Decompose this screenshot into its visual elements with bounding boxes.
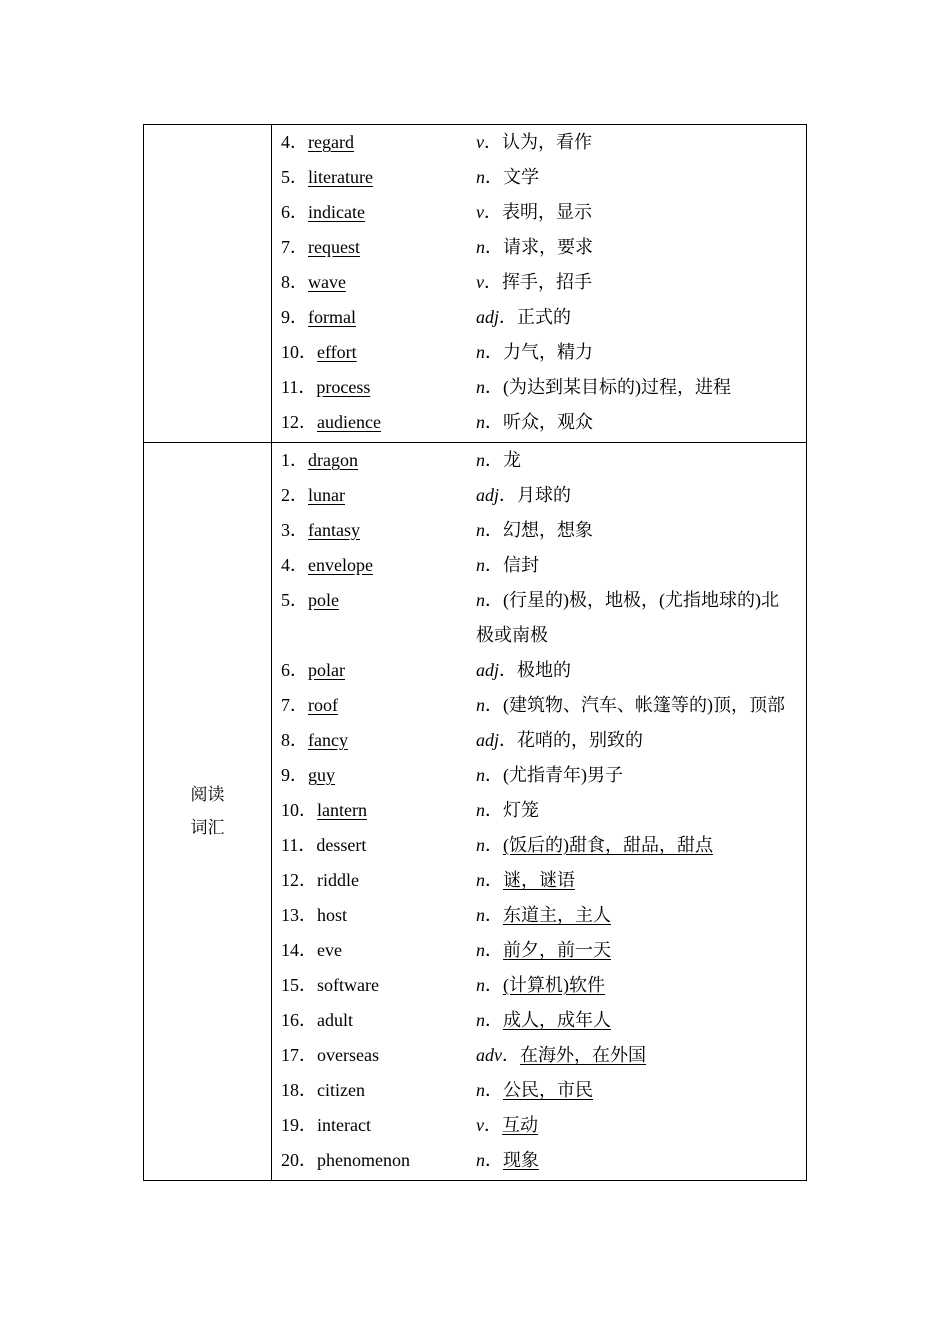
vocab-entry [281, 230, 806, 265]
entry-number: 4． [281, 132, 308, 152]
entry-word: guy [308, 765, 335, 785]
entry-word: request [308, 237, 360, 257]
entry-term [281, 933, 476, 968]
meaning-text: 挥手，招手 [502, 272, 592, 292]
part-of-speech: adj [476, 660, 500, 680]
meaning-text: 月球的 [517, 485, 572, 505]
entry-term [281, 1038, 476, 1073]
entry-definition: n．(计算机)软件 [476, 975, 605, 995]
vocab-entry [281, 1003, 806, 1038]
entry-word: overseas [317, 1045, 379, 1065]
vocab-entry [281, 548, 806, 583]
entry-term [281, 688, 476, 723]
entry-number: 3． [281, 520, 308, 540]
part-of-speech: n [476, 377, 485, 397]
entry-term [281, 335, 476, 370]
entry-number: 7． [281, 237, 308, 257]
entry-term [281, 898, 476, 933]
entry-word: process [316, 377, 371, 397]
vocabulary-table [143, 124, 807, 1181]
entry-word: lantern [317, 800, 367, 820]
vocab-entry [281, 723, 806, 758]
entry-term [281, 300, 476, 335]
entry-definition: n．成人，成年人 [476, 1010, 611, 1030]
vocab-entry [281, 335, 806, 370]
entry-word: adult [317, 1010, 353, 1030]
part-of-speech: n [476, 870, 485, 890]
entry-word: lunar [308, 485, 345, 505]
entry-term [281, 370, 476, 405]
vocab-entry [281, 265, 806, 300]
section-label-line: 阅读 [190, 784, 225, 805]
meaning-text: 互动 [502, 1115, 538, 1135]
entry-word: regard [308, 132, 354, 152]
entry-number: 8． [281, 730, 308, 750]
part-of-speech: adj [476, 485, 500, 505]
entry-term [281, 583, 476, 653]
entry-word: citizen [317, 1080, 365, 1100]
entry-definition: n．听众，观众 [476, 412, 593, 432]
entry-number: 13． [281, 905, 317, 925]
vocab-entry [281, 478, 806, 513]
meaning-text: 文学 [503, 167, 539, 187]
entry-definition: n．幻想，想象 [476, 520, 593, 540]
part-of-speech: v [476, 272, 484, 292]
meaning-text: 龙 [503, 450, 521, 470]
vocab-entry [281, 793, 806, 828]
part-of-speech: n [476, 555, 485, 575]
entry-word: wave [308, 272, 346, 292]
entry-word: roof [308, 695, 338, 715]
entry-term [281, 1073, 476, 1108]
vocab-entry [281, 195, 806, 230]
meaning-text: 公民，市民 [503, 1080, 593, 1100]
entry-number: 9． [281, 765, 308, 785]
entry-term [281, 160, 476, 195]
vocab-section-reading [144, 443, 807, 1181]
entry-definition: n．谜，谜语 [476, 870, 575, 890]
part-of-speech: n [476, 167, 485, 187]
entry-word: literature [308, 167, 373, 187]
entry-word: indicate [308, 202, 365, 222]
entry-word: host [317, 905, 348, 925]
meaning-text: 极地的 [517, 660, 572, 680]
entries-cell [272, 443, 807, 1181]
entry-number: 20． [281, 1150, 317, 1170]
part-of-speech: n [476, 342, 485, 362]
meaning-text: (计算机)软件 [503, 975, 605, 995]
entry-number: 10． [281, 800, 317, 820]
vocab-entry [281, 125, 806, 160]
entry-word: formal [308, 307, 356, 327]
meaning-text: (建筑物、汽车、帐篷等的)顶，顶部 [503, 695, 785, 715]
meaning-text: 成人，成年人 [503, 1010, 611, 1030]
entry-word: audience [317, 412, 381, 432]
entry-definition: adj．月球的 [476, 485, 572, 505]
entry-term [281, 1143, 476, 1178]
entry-term [281, 723, 476, 758]
meaning-text: (行星的)极，地极，(尤指地球的)北极或南极 [476, 590, 779, 645]
vocab-entry [281, 513, 806, 548]
entry-definition: adj．花哨的，别致的 [476, 730, 644, 750]
entry-term [281, 653, 476, 688]
entry-number: 14． [281, 940, 317, 960]
vocab-entry [281, 1038, 806, 1073]
part-of-speech: n [476, 1010, 485, 1030]
entry-definition: n．龙 [476, 450, 521, 470]
entry-definition: n．(饭后的)甜食，甜品，甜点 [476, 835, 713, 855]
entry-number: 2． [281, 485, 308, 505]
entry-number: 12． [281, 412, 317, 432]
meaning-text: 灯笼 [503, 800, 539, 820]
entry-definition: n．力气，精力 [476, 342, 593, 362]
part-of-speech: n [476, 520, 485, 540]
entry-term [281, 793, 476, 828]
entry-number: 11． [281, 377, 317, 397]
vocab-entry [281, 898, 806, 933]
entry-word: riddle [317, 870, 359, 890]
entry-term [281, 125, 476, 160]
entry-word: eve [317, 940, 342, 960]
entry-number: 18． [281, 1080, 317, 1100]
entry-term [281, 195, 476, 230]
entry-term [281, 405, 476, 440]
entry-number: 7． [281, 695, 308, 715]
meaning-text: 现象 [503, 1150, 539, 1170]
meaning-text: 正式的 [517, 307, 572, 327]
entry-number: 5． [281, 167, 308, 187]
meaning-text: (尤指青年)男子 [503, 765, 623, 785]
vocab-section-continued [144, 125, 807, 443]
entry-definition: n．灯笼 [476, 800, 539, 820]
vocab-entry [281, 1073, 806, 1108]
part-of-speech: v [476, 132, 484, 152]
entry-term [281, 478, 476, 513]
entry-term [281, 443, 476, 478]
vocab-entry [281, 758, 806, 793]
entry-definition: n．现象 [476, 1150, 539, 1170]
part-of-speech: n [476, 590, 485, 610]
entry-definition: n．前夕，前一天 [476, 940, 611, 960]
section-label-line: 词汇 [190, 817, 225, 838]
vocab-entry [281, 443, 806, 478]
entry-definition: n．(行星的)极，地极，(尤指地球的)北极或南极 [476, 590, 779, 645]
entry-term [281, 513, 476, 548]
vocab-entry [281, 828, 806, 863]
vocab-entry [281, 1108, 806, 1143]
entry-number: 11． [281, 835, 317, 855]
part-of-speech: n [476, 905, 485, 925]
entry-definition: n．(建筑物、汽车、帐篷等的)顶，顶部 [476, 695, 785, 715]
entry-number: 1． [281, 450, 308, 470]
part-of-speech: n [476, 1080, 485, 1100]
entry-definition: adj．极地的 [476, 660, 572, 680]
entry-term [281, 828, 476, 863]
entry-number: 10． [281, 342, 317, 362]
meaning-text: 听众，观众 [503, 412, 593, 432]
entry-number: 15． [281, 975, 317, 995]
part-of-speech: n [476, 765, 485, 785]
entry-number: 17． [281, 1045, 317, 1065]
meaning-text: 谜，谜语 [503, 870, 575, 890]
entry-number: 6． [281, 660, 308, 680]
entry-term [281, 968, 476, 1003]
part-of-speech: n [476, 940, 485, 960]
meaning-text: 幻想，想象 [503, 520, 593, 540]
vocab-entry [281, 933, 806, 968]
entry-definition: v．互动 [476, 1115, 538, 1135]
part-of-speech: n [476, 695, 485, 715]
vocab-entry [281, 370, 806, 405]
meaning-text: 在海外，在外国 [520, 1045, 646, 1065]
meaning-text: (饭后的)甜食，甜品，甜点 [503, 835, 713, 855]
entry-word: dessert [316, 835, 367, 855]
meaning-text: 请求，要求 [503, 237, 593, 257]
entry-term [281, 1003, 476, 1038]
section-label-cell [144, 443, 272, 1181]
entry-definition: v．挥手，招手 [476, 272, 592, 292]
entry-word: dragon [308, 450, 358, 470]
vocab-entry [281, 160, 806, 195]
entry-term [281, 758, 476, 793]
entry-definition: n．(尤指青年)男子 [476, 765, 623, 785]
entry-word: fantasy [308, 520, 360, 540]
vocab-entry [281, 405, 806, 440]
meaning-text: 花哨的，别致的 [517, 730, 644, 750]
entry-number: 9． [281, 307, 308, 327]
meaning-text: 信封 [503, 555, 539, 575]
entry-word: phenomenon [317, 1150, 410, 1170]
entry-definition: adj．正式的 [476, 307, 572, 327]
entry-term [281, 863, 476, 898]
meaning-text: (为达到某目标的)过程，进程 [503, 377, 731, 397]
entries-cell [272, 125, 807, 443]
entry-definition: n．文学 [476, 167, 539, 187]
entry-number: 16． [281, 1010, 317, 1030]
part-of-speech: n [476, 237, 485, 257]
entry-word: interact [317, 1115, 371, 1135]
entry-definition: n．东道主，主人 [476, 905, 611, 925]
entry-definition: n．(为达到某目标的)过程，进程 [476, 377, 731, 397]
vocab-entry [281, 583, 806, 653]
entry-definition: v．认为，看作 [476, 132, 592, 152]
entry-number: 12． [281, 870, 317, 890]
vocab-entry [281, 968, 806, 1003]
vocab-entry [281, 688, 806, 723]
entry-number: 8． [281, 272, 308, 292]
entry-word: effort [317, 342, 357, 362]
part-of-speech: n [476, 412, 485, 432]
vocab-entry [281, 653, 806, 688]
entry-number: 5． [281, 590, 308, 610]
part-of-speech: adv [476, 1045, 502, 1065]
part-of-speech: adj [476, 730, 500, 750]
entry-definition: n．信封 [476, 555, 539, 575]
meaning-text: 表明，显示 [502, 202, 592, 222]
part-of-speech: n [476, 1150, 485, 1170]
entry-term [281, 1108, 476, 1143]
section-label-cell [144, 125, 272, 443]
vocab-entry [281, 300, 806, 335]
meaning-text: 东道主，主人 [503, 905, 611, 925]
part-of-speech: n [476, 835, 485, 855]
entry-definition: n．公民，市民 [476, 1080, 593, 1100]
meaning-text: 认为，看作 [502, 132, 592, 152]
entry-term [281, 265, 476, 300]
entry-word: software [317, 975, 379, 995]
entry-word: polar [308, 660, 345, 680]
entry-number: 4． [281, 555, 308, 575]
entry-term [281, 230, 476, 265]
part-of-speech: n [476, 975, 485, 995]
entry-term [281, 548, 476, 583]
vocab-entry [281, 863, 806, 898]
vocab-entry [281, 1143, 806, 1178]
entry-number: 19． [281, 1115, 317, 1135]
entry-definition: adv．在海外，在外国 [476, 1045, 646, 1065]
part-of-speech: adj [476, 307, 500, 327]
part-of-speech: v [476, 1115, 484, 1135]
part-of-speech: n [476, 450, 485, 470]
entry-word: envelope [308, 555, 373, 575]
entry-definition: v．表明，显示 [476, 202, 592, 222]
entry-word: pole [308, 590, 339, 610]
part-of-speech: n [476, 800, 485, 820]
part-of-speech: v [476, 202, 484, 222]
meaning-text: 前夕，前一天 [503, 940, 611, 960]
entry-word: fancy [308, 730, 348, 750]
entry-definition: n．请求，要求 [476, 237, 593, 257]
entry-number: 6． [281, 202, 308, 222]
meaning-text: 力气，精力 [503, 342, 593, 362]
